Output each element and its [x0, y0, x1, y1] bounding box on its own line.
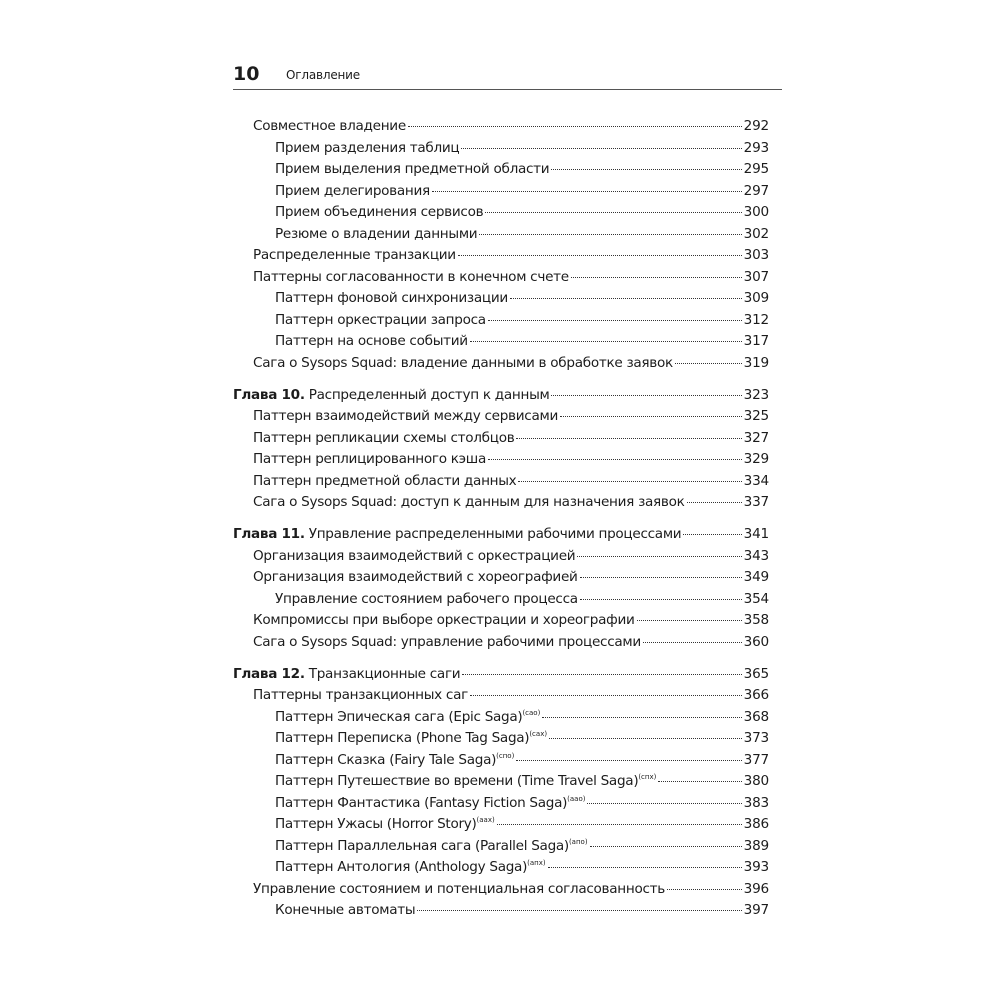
entry-superscript: (спх)	[638, 773, 657, 781]
toc-chapter-entry	[233, 664, 769, 686]
entry-text: Сага о Sysops Squad: владение данными в обработке заявок	[253, 354, 673, 371]
dot-leader	[432, 191, 742, 192]
toc-page-number: 334	[743, 472, 769, 489]
page-header	[233, 63, 781, 85]
entry-text: Прием делегирования	[275, 182, 430, 199]
dot-leader	[470, 341, 742, 342]
entry-superscript: (сах)	[529, 730, 548, 738]
entry-text: Совместное владение	[253, 118, 406, 134]
toc-entry-title	[253, 428, 514, 450]
entry-superscript: (спо)	[496, 751, 515, 760]
entry-text: Паттерн Переписка (Phone Tag Saga)	[275, 730, 530, 746]
entry-text: Паттерны согласованности в конечном счете	[253, 268, 569, 285]
entry-text: Прием выделения предметной области	[275, 161, 550, 177]
toc-entry-title	[253, 245, 456, 267]
dot-leader	[551, 169, 741, 170]
entry-text: Паттерн Параллельная сага (Parallel Saga)	[275, 837, 569, 854]
toc-entry	[233, 793, 769, 815]
toc-entry-title	[275, 310, 486, 332]
dot-leader	[683, 534, 741, 535]
toc-entry	[233, 428, 769, 450]
toc-entry	[233, 245, 769, 267]
entry-text: Паттерн Сказка (Fairy Tale Saga)	[275, 751, 497, 768]
toc-entry-title	[275, 202, 483, 224]
entry-text: Организация взаимодействий с хореографией	[253, 569, 578, 585]
dot-leader	[637, 620, 742, 621]
toc-page-number: 397	[743, 902, 769, 918]
entry-text: Управление состоянием и потенциальная согласованность	[253, 880, 665, 897]
toc-entry	[233, 406, 769, 428]
toc-entry	[233, 138, 769, 160]
toc-entry	[233, 879, 769, 901]
chapter-label: Глава 10.	[233, 386, 305, 403]
toc-entry	[233, 707, 769, 729]
dot-leader	[643, 642, 742, 643]
toc-entry	[233, 771, 769, 793]
toc-page-number: 354	[743, 590, 769, 607]
toc-entry-title	[275, 288, 508, 310]
entry-text: Паттерн предметной области данных	[253, 472, 517, 489]
toc-entry	[233, 836, 769, 858]
toc-page-number: 343	[743, 547, 769, 564]
toc-page-number: 341	[743, 526, 769, 542]
toc-entry-title	[253, 632, 641, 654]
dot-leader	[571, 277, 742, 278]
toc-entry	[233, 546, 769, 568]
toc-entry-title	[233, 385, 549, 407]
dot-leader	[580, 599, 742, 600]
header-rule	[233, 89, 782, 90]
entry-text: Паттерн репликации схемы столбцов	[253, 429, 515, 446]
toc-page-number: 312	[743, 311, 769, 328]
dot-leader	[462, 674, 741, 675]
toc-page-number: 396	[743, 880, 769, 897]
toc-page-number: 389	[743, 837, 769, 854]
toc-entry-title	[275, 857, 546, 879]
entry-text: Паттерн Эпическая сага (Epic Saga)	[275, 708, 523, 725]
toc-entry	[233, 567, 769, 589]
dot-leader	[580, 577, 742, 578]
toc-page-number: 373	[743, 730, 769, 746]
toc-entry-title	[253, 116, 406, 138]
dot-leader	[470, 695, 742, 696]
toc-chapter-entry	[233, 385, 769, 407]
dot-leader	[667, 889, 742, 890]
entry-text: Транзакционные саги	[308, 665, 461, 682]
entry-superscript: (аао)	[567, 794, 586, 803]
dot-leader	[587, 803, 741, 804]
entry-text: Сага о Sysops Squad: доступ к данным для назначения заявок	[253, 494, 685, 510]
toc-entry	[233, 353, 769, 375]
toc-entry	[233, 900, 769, 922]
entry-text: Паттерн оркестрации запроса	[275, 311, 486, 328]
toc-entry-title	[253, 471, 516, 493]
dot-leader	[497, 824, 742, 825]
entry-text: Управление состоянием рабочего процесса	[275, 590, 578, 607]
toc-page-number: 307	[743, 268, 769, 285]
entry-superscript: (апо)	[568, 837, 588, 846]
toc-page-number: 303	[743, 247, 769, 263]
toc-entry-title	[253, 546, 575, 568]
toc-entry	[233, 181, 769, 203]
entry-text: Сага о Sysops Squad: управление рабочими процессами	[253, 633, 641, 650]
toc-page-number: 358	[743, 612, 769, 628]
toc-entry	[233, 267, 769, 289]
table-of-contents	[233, 116, 769, 922]
toc-entry	[233, 589, 769, 611]
dot-leader	[548, 867, 742, 868]
toc-page-number: 383	[743, 794, 769, 811]
toc-entry-title	[253, 353, 673, 375]
entry-text: Организация взаимодействий с оркестрацией	[253, 547, 576, 564]
toc-entry-title	[275, 793, 585, 815]
toc-entry-title	[253, 449, 486, 471]
dot-leader	[687, 502, 742, 503]
dot-leader	[549, 738, 742, 739]
toc-entry	[233, 728, 769, 750]
dot-leader	[577, 556, 741, 557]
entry-text: Компромиссы при выборе оркестрации и хореографии	[253, 612, 635, 628]
dot-leader	[488, 320, 742, 321]
dot-leader	[542, 717, 741, 718]
entry-text: Распределенный доступ к данным	[308, 386, 550, 403]
dot-leader	[510, 298, 742, 299]
toc-entry-title	[275, 900, 415, 922]
entry-superscript: (сао)	[522, 708, 541, 717]
toc-entry-title	[275, 836, 588, 858]
toc-page-number: 323	[743, 386, 769, 403]
toc-page-number: 309	[743, 290, 769, 306]
toc-entry-title	[233, 524, 681, 546]
toc-page-number: 393	[743, 859, 769, 875]
dot-leader	[516, 438, 741, 439]
entry-text: Конечные автоматы	[275, 902, 416, 918]
toc-page-number: 327	[743, 429, 769, 446]
toc-page-number: 295	[743, 161, 769, 177]
toc-entry	[233, 288, 769, 310]
toc-entry	[233, 685, 769, 707]
toc-page-number: 317	[743, 333, 769, 349]
dot-leader	[488, 459, 742, 460]
entry-text: Резюме о владении данными	[275, 225, 478, 242]
toc-entry-title	[253, 879, 665, 901]
entry-superscript: (аах)	[476, 816, 495, 824]
toc-entry	[233, 116, 769, 138]
toc-chapter-entry	[233, 524, 769, 546]
toc-entry	[233, 159, 769, 181]
entry-text: Распределенные транзакции	[253, 247, 456, 263]
entry-text: Паттерн Фантастика (Fantasy Fiction Saga)	[275, 794, 568, 811]
toc-entry	[233, 449, 769, 471]
entry-text: Прием разделения таблиц	[275, 139, 460, 156]
dot-leader	[458, 255, 742, 256]
toc-entry	[233, 857, 769, 879]
running-title: Оглавление	[286, 68, 360, 82]
chapter-label: Глава 12.	[233, 665, 305, 682]
toc-page-number: 365	[743, 665, 769, 682]
toc-page-number: 292	[743, 118, 769, 134]
toc-entry	[233, 492, 769, 514]
toc-entry	[233, 202, 769, 224]
dot-leader	[658, 781, 741, 782]
entry-text: Паттерн взаимодействий между сервисами	[253, 408, 558, 424]
page-number: 10	[233, 63, 260, 85]
toc-entry-title	[253, 610, 635, 632]
toc-entry-title	[275, 224, 477, 246]
dot-leader	[551, 395, 741, 396]
dot-leader	[461, 148, 741, 149]
toc-page-number: 325	[743, 408, 769, 424]
toc-entry	[233, 471, 769, 493]
toc-entry-title	[275, 138, 459, 160]
toc-page-number: 368	[743, 708, 769, 725]
toc-entry-title	[275, 814, 495, 836]
dot-leader	[408, 126, 742, 127]
entry-text: Прием объединения сервисов	[275, 204, 484, 220]
toc-entry-title	[275, 707, 540, 729]
toc-entry-title	[253, 267, 569, 289]
toc-page-number: 386	[743, 816, 769, 832]
toc-entry-title	[275, 159, 549, 181]
toc-page-number: 302	[743, 225, 769, 242]
toc-entry	[233, 632, 769, 654]
entry-text: Паттерн Путешествие во времени (Time Travel Saga)	[275, 773, 639, 789]
toc-page-number: 337	[743, 494, 769, 510]
entry-text: Паттерн на основе событий	[275, 333, 468, 349]
toc-entry	[233, 224, 769, 246]
toc-entry	[233, 331, 769, 353]
toc-entry	[233, 750, 769, 772]
toc-entry-title	[275, 331, 468, 353]
toc-page-number: 329	[743, 451, 769, 467]
entry-text: Паттерн Ужасы (Horror Story)	[275, 816, 477, 832]
chapter-label: Глава 11.	[233, 526, 305, 542]
toc-entry-title	[275, 181, 430, 203]
toc-page-number: 300	[743, 204, 769, 220]
entry-superscript: (апх)	[527, 859, 546, 867]
dot-leader	[560, 416, 742, 417]
toc-page-number: 377	[743, 751, 769, 768]
toc-entry-title	[253, 492, 685, 514]
toc-page-number: 380	[743, 773, 769, 789]
entry-text: Управление распределенными рабочими процессами	[308, 526, 682, 542]
toc-entry-title	[253, 685, 468, 707]
entry-text: Паттерны транзакционных саг	[253, 687, 468, 703]
toc-page-number: 349	[743, 569, 769, 585]
toc-entry-title	[275, 728, 547, 750]
toc-page-number: 360	[743, 633, 769, 650]
toc-entry	[233, 610, 769, 632]
toc-page-number: 319	[743, 354, 769, 371]
toc-page-number: 293	[743, 139, 769, 156]
toc-page-number: 366	[743, 687, 769, 703]
toc-entry-title	[275, 750, 514, 772]
toc-entry-title	[275, 589, 578, 611]
toc-entry	[233, 814, 769, 836]
dot-leader	[516, 760, 741, 761]
entry-text: Паттерн Антология (Anthology Saga)	[275, 859, 528, 875]
dot-leader	[590, 846, 742, 847]
toc-entry-title	[233, 664, 460, 686]
dot-leader	[485, 212, 741, 213]
dot-leader	[417, 910, 741, 911]
entry-text: Паттерн фоновой синхронизации	[275, 290, 508, 306]
toc-entry-title	[253, 567, 578, 589]
dot-leader	[518, 481, 741, 482]
toc-entry	[233, 310, 769, 332]
dot-leader	[479, 234, 741, 235]
dot-leader	[675, 363, 742, 364]
toc-entry-title	[253, 406, 558, 428]
toc-page-number: 297	[743, 182, 769, 199]
entry-text: Паттерн реплицированного кэша	[253, 451, 486, 467]
toc-entry-title	[275, 771, 656, 793]
